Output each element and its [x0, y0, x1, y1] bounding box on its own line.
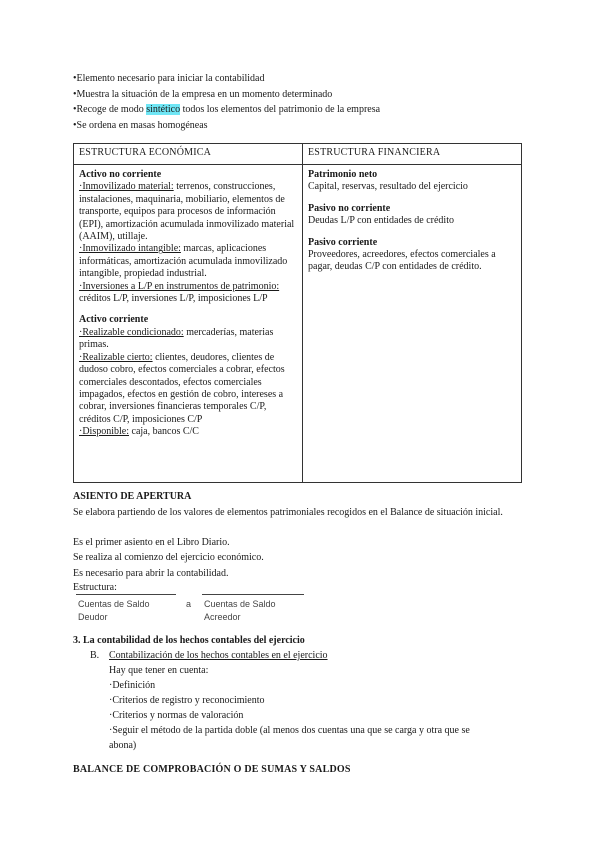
- inversiones-lp: [79, 281, 297, 306]
- item-label: ·Realizable condicionado:: [79, 326, 184, 338]
- criteria-item: abona): [109, 740, 137, 751]
- subsection-intro: Hay que tener en cuenta:: [109, 665, 209, 676]
- pasivo-corriente-title: Pasivo corriente: [308, 236, 378, 248]
- table-header-row: [74, 144, 522, 165]
- journal-entry-structure: [76, 593, 316, 623]
- criteria-item: ·Seguir el método de la partida doble (al menos dos cuentas una que se carga y otra que se: [109, 725, 470, 736]
- credit-accounts-label: Acreedor: [204, 612, 241, 622]
- economic-cell: [74, 165, 303, 483]
- item-text: marcas, aplicaciones informáticas, amortización acumulada inmovilizado intangible, propiedad industrial.: [79, 243, 288, 280]
- apertura-paragraph: Es el primer asiento en el Libro Diario.: [73, 537, 230, 548]
- bullet-text: •Recoge de modo: [73, 104, 147, 115]
- bullet-item: [73, 87, 543, 103]
- col-header-financial: ESTRUCTURA FINANCIERA: [303, 144, 522, 165]
- pasivo-no-corriente-text: Deudas L/P con entidades de crédito: [308, 215, 454, 227]
- bullet-item: [73, 102, 543, 118]
- apertura-title: ASIENTO DE APERTURA: [73, 491, 192, 502]
- col-header-economic: ESTRUCTURA ECONÓMICA: [74, 144, 303, 165]
- apertura-paragraph: Se elabora partiendo de los valores de elementos patrimoniales recogidos en el Balance de situación inicial.: [73, 507, 503, 518]
- bullet-item: [73, 118, 543, 134]
- activo-no-corriente-title: Activo no corriente: [79, 169, 162, 180]
- realizable-cierto: [79, 352, 297, 426]
- section-3-title: 3. La contabilidad de los hechos contables del ejercicio: [73, 635, 305, 646]
- bullet-text: •Se ordena en masas homogéneas: [73, 119, 208, 131]
- criteria-item: ·Criterios de registro y reconocimiento: [109, 695, 265, 706]
- balance-title: BALANCE DE COMPROBACIÓN O DE SUMAS Y SALDOS: [73, 764, 351, 775]
- subsection-marker: B.: [90, 650, 100, 661]
- apertura-paragraph: Se realiza al comienzo del ejercicio económico.: [73, 552, 264, 563]
- bullet-text: •Elemento necesario para iniciar la contabilidad: [73, 73, 265, 84]
- item-text: terrenos, construcciones, instalaciones, maquinaria, mobiliario, elementos de transporte, equipos para procesos de información (EPI), amortización acumulada inmovilizado material (AAIM), utillaje.: [79, 181, 295, 243]
- debit-accounts-label: Cuentas de Saldo: [78, 599, 150, 609]
- item-label: ·Realizable cierto:: [79, 351, 153, 363]
- subsection-title: Contabilización de los hechos contables en el ejercicio: [109, 650, 328, 661]
- item-label: ·Inmovilizado intangible:: [79, 243, 181, 255]
- item-label: ·Inmovilizado material:: [79, 181, 174, 193]
- inmovilizado-material: [79, 181, 297, 243]
- table-body-row: [74, 165, 522, 483]
- activo-corriente-title: Activo corriente: [79, 314, 149, 326]
- item-text: créditos L/P, inversiones L/P, imposiciones L/P: [79, 293, 268, 305]
- criteria-item: ·Definición: [109, 680, 156, 691]
- intro-bullet-list: [73, 71, 543, 133]
- item-label: ·Disponible:: [79, 426, 129, 438]
- pasivo-corriente-text: Proveedores, acreedores, efectos comerciales a pagar, deudas C/P con entidades de crédito.: [308, 249, 496, 273]
- item-text: caja, bancos C/C: [129, 426, 199, 438]
- separator-a: a: [186, 599, 192, 609]
- balance-structure-table: [73, 143, 522, 483]
- disponible: [79, 426, 297, 438]
- highlighted-word: sintético: [146, 104, 181, 115]
- item-text: mercaderías, materias primas.: [79, 326, 274, 351]
- pasivo-no-corriente-title: Pasivo no corriente: [308, 202, 391, 214]
- inmovilizado-intangible: [79, 243, 297, 280]
- bullet-item: [73, 71, 543, 87]
- debit-accounts-label: Deudor: [78, 612, 108, 622]
- patrimonio-neto-text: Capital, reservas, resultado del ejercicio: [308, 181, 468, 193]
- apertura-paragraph: Estructura:: [73, 582, 117, 593]
- bullet-text: •Muestra la situación de la empresa en un momento determinado: [73, 88, 333, 100]
- bullet-text: todos los elementos del patrimonio de la empresa: [180, 104, 381, 115]
- rule-line: [76, 594, 176, 595]
- patrimonio-neto-title: Patrimonio neto: [308, 169, 378, 180]
- credit-accounts-label: Cuentas de Saldo: [204, 599, 276, 609]
- financial-cell: [303, 165, 522, 483]
- apertura-paragraph: Es necesario para abrir la contabilidad.: [73, 568, 229, 579]
- realizable-condicionado: [79, 327, 297, 352]
- rule-line: [202, 594, 304, 595]
- item-text: clientes, deudores, clientes de dudoso cobro, efectos comerciales a cobrar, efectos comerciales descontados, efectos comerciales impagados, efectos en gestión de cobro, intereses a cobrar, inversiones financieras temporales C/P, créditos C/P, imposiciones C/P: [79, 351, 285, 425]
- item-label: ·Inversiones a L/P en instrumentos de patrimonio:: [79, 280, 280, 292]
- criteria-item: ·Criterios y normas de valoración: [109, 710, 244, 721]
